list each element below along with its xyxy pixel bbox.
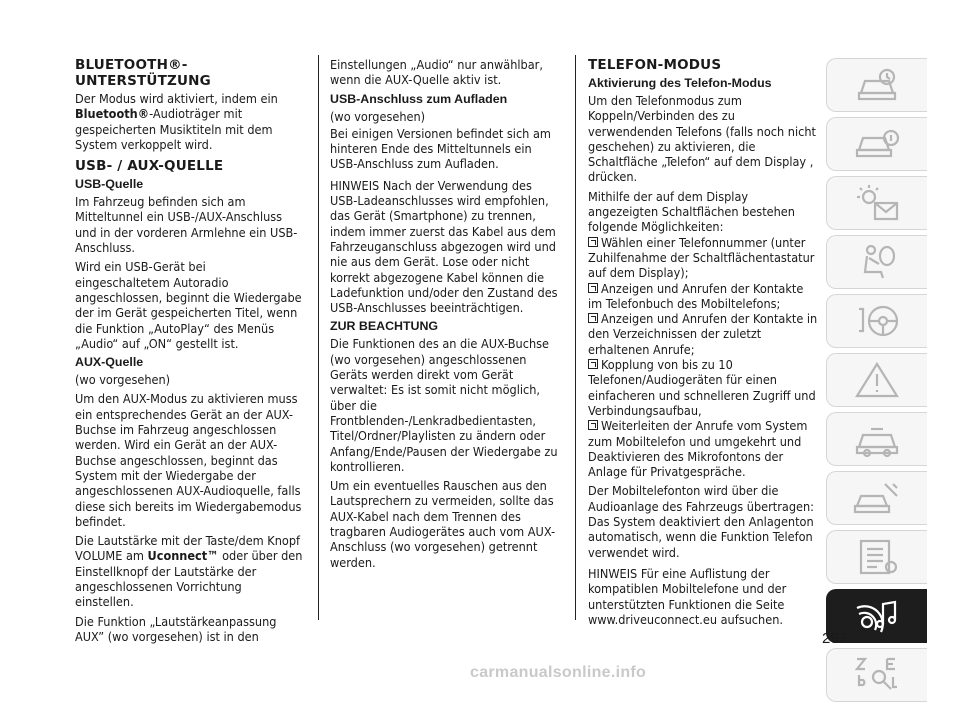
usb-aux-section-title: USB- / AUX-QUELLE (75, 158, 224, 175)
page-number: 297 (822, 630, 848, 647)
warning-triangle-icon (853, 360, 901, 400)
telefon-paragraph-2: Mithilfe der auf dem Display angezeigten Schaltflächen bestehen folgende Möglichkeiten: (588, 188, 795, 235)
column-middle (330, 57, 558, 574)
chapter-tab-sidebar (826, 58, 928, 707)
list-item: Weiterleiten der Anrufe vom System zum Mobiltelefon und umgekehrt und Deaktivieren des Mikrofontons der Anlage für Privatgespräche. (588, 418, 808, 480)
usb-paragraph-2: Wird ein USB-Gerät bei eingeschaltetem Autoradio angeschlossen, beginnt die Wiedergabe der im Gerät gespeicherten Titel, wenn die Funktion „AutoPlay“ des Menüs „Audio“ auf „ON“ gestellt ist. (75, 259, 302, 351)
tab-seat-airbag[interactable] (826, 235, 927, 289)
car-service-icon (853, 419, 901, 459)
column-divider-2 (575, 55, 576, 620)
lights-warning-icon (853, 183, 901, 223)
multimedia-icon (853, 596, 901, 636)
list-item: Wählen einer Telefonnummer (unter Zuhilfenahme der Schaltflächentastatur auf dem Display); (588, 234, 815, 281)
column-divider-1 (318, 55, 319, 620)
usb-paragraph-1: Im Fahrzeug befinden sich am Mitteltunnel ein USB-/AUX-Anschluss und in der vorderen Armlehne ein USB-Anschluss. (75, 194, 298, 256)
aux-note: (wo vorgesehen) (75, 372, 171, 388)
aux-paragraph-1: Um den AUX-Modus zu aktivieren muss ein entsprechendes Gerät an der AUX-Buchse im Fahrzeug angeschlossen werden. Wird ein Gerät an der AUX-Buchse angeschlossen, beginnt das System mit der Wiedergabe der angeschlossenen AUX-Audioquelle, falls diese sich bereits im Wiedergabemodus befindet. (75, 391, 302, 529)
telefon-bullet-list (588, 235, 820, 480)
steering-key-icon (853, 301, 901, 341)
tab-warning-triangle[interactable] (826, 353, 927, 407)
column-left (75, 55, 303, 648)
telefon-paragraph-1: Um den Telefonmodus zum Koppeln/Verbinden des zu verwendenden Telefons (falls noch nicht geschehen) zu aktivieren, die Schaltfläche „Telefon“ auf dem Display , drücken. (588, 93, 816, 185)
list-item: Kopplung von bis zu 10 Telefonen/Audiogeräten für einen einfacheren und schnelleren Zugriff und Verbindungsaufbau, (588, 357, 816, 418)
bullet-marker-icon (588, 237, 598, 247)
beachtung-paragraph-2: Um ein eventuelles Rauschen aus den Lautsprechern zu vermeiden, sollte das AUX-Kabel nach dem Trennen des tragbaren Audiogerätes auch vom AUX-Anschluss (wo vorgesehen) getrennt werden. (330, 478, 556, 570)
tab-car-info[interactable] (826, 117, 927, 171)
bullet-marker-icon (588, 283, 598, 293)
car-dashboard-icon (853, 65, 901, 105)
bullet-marker-icon (588, 420, 598, 430)
bullet-marker-icon (588, 313, 598, 323)
aux-continuation: Einstellungen „Audio“ nur anwählbar, wenn die AUX-Quelle aktiv ist. (330, 57, 543, 88)
tab-dashboard[interactable] (826, 58, 927, 112)
spec-list-icon (853, 537, 901, 577)
watermark: carmanualsonline.info (470, 664, 647, 681)
usb-charge-note: (wo vorgesehen) (330, 108, 426, 124)
bluetooth-paragraph: Der Modus wird aktiviert, indem ein Bluetooth®-Audioträger mit gespeicherten Musiktiteln mit dem System verkoppelt wird. (75, 91, 278, 152)
bullet-marker-icon (588, 359, 598, 369)
usb-charge-hinweis: HINWEIS Nach der Verwendung des USB-Ladeanschlusses wird empfohlen, das Gerät (Smartphone) zu trennen, indem immer zuerst das Kabel aus dem Fahrzeuganschluss abgezogen wird und nie aus dem Gerät. Lose oder nicht korrekt abgezogene Kabel können die Ladefunktion und/oder den Zustand des USB-Anschlusses beeinträchtigen. (330, 177, 558, 316)
telefon-activation-heading: Aktivierung des Telefon-Modus (588, 76, 772, 90)
column-right (588, 55, 820, 631)
tab-wrench-car[interactable] (826, 471, 927, 525)
aux-paragraph-2: Die Lautstärke mit der Taste/dem Knopf VOLUME am Uconnect™ oder über den Einstellknopf der Lautstärke der angeschlossenen Vorrichtung einstellen. (75, 533, 303, 610)
wrench-car-icon (853, 478, 901, 518)
tab-lights-warning[interactable] (826, 176, 927, 230)
usb-charge-heading: USB-Anschluss zum Aufladen (330, 91, 508, 106)
beachtung-paragraph-1: Die Funktionen des an die AUX-Buchse (wo vorgesehen) angeschlossenen Geräts werden direkt vom Gerät verwaltet: Es ist somit nicht möglich, über die Frontblenden-/Lenkradbedientasten, Titel/Ordner/Playlisten zu ändern oder Anfang/Ende/Pausen der Wiedergabe zu kontrollieren. (330, 336, 558, 474)
alphabetical-index-icon (853, 655, 901, 695)
tab-spec-list[interactable] (826, 530, 927, 584)
seat-airbag-icon (853, 242, 901, 282)
usb-charge-paragraph: Bei einigen Versionen befindet sich am hinteren Ende des Mitteltunnels ein USB-Anschluss zum Aufladen. (330, 125, 551, 172)
tab-car-service[interactable] (826, 412, 927, 466)
usb-source-heading: USB-Quelle (75, 177, 144, 192)
telefon-section-title: TELEFON-MODUS (588, 57, 722, 73)
list-item: Anzeigen und Anrufen der Kontakte im Telefonbuch des Mobiltelefons; (588, 280, 804, 311)
bluetooth-section-title: BLUETOOTH®-UNTERSTÜTZUNG (75, 57, 211, 89)
tab-steering-key[interactable] (826, 294, 927, 348)
tab-alphabetical-index[interactable] (826, 648, 927, 702)
aux-source-heading: AUX-Quelle (75, 355, 144, 370)
beachtung-heading: ZUR BEACHTUNG (330, 319, 439, 334)
aux-paragraph-3: Die Funktion „Lautstärkeanpassung AUX” (wo vorgesehen) ist in den (75, 613, 277, 644)
car-info-icon (853, 124, 901, 164)
telefon-paragraph-3: Der Mobiltelefonton wird über die Audioanlage des Fahrzeugs übertragen: Das System deaktiviert den Anlagenton automatisch, wenn die Funktion Telefon verwendet wird. (588, 483, 815, 560)
list-item: Anzeigen und Anrufen der Kontakte in den Verzeichnissen der zuletzt erhaltenen Anrufe; (588, 311, 818, 357)
telefon-hinweis: HINWEIS Für eine Auflistung der kompatiblen Mobiltelefone und der unterstützten Funktionen die Seite www.driveuconnect.eu aufsuchen. (588, 565, 787, 627)
